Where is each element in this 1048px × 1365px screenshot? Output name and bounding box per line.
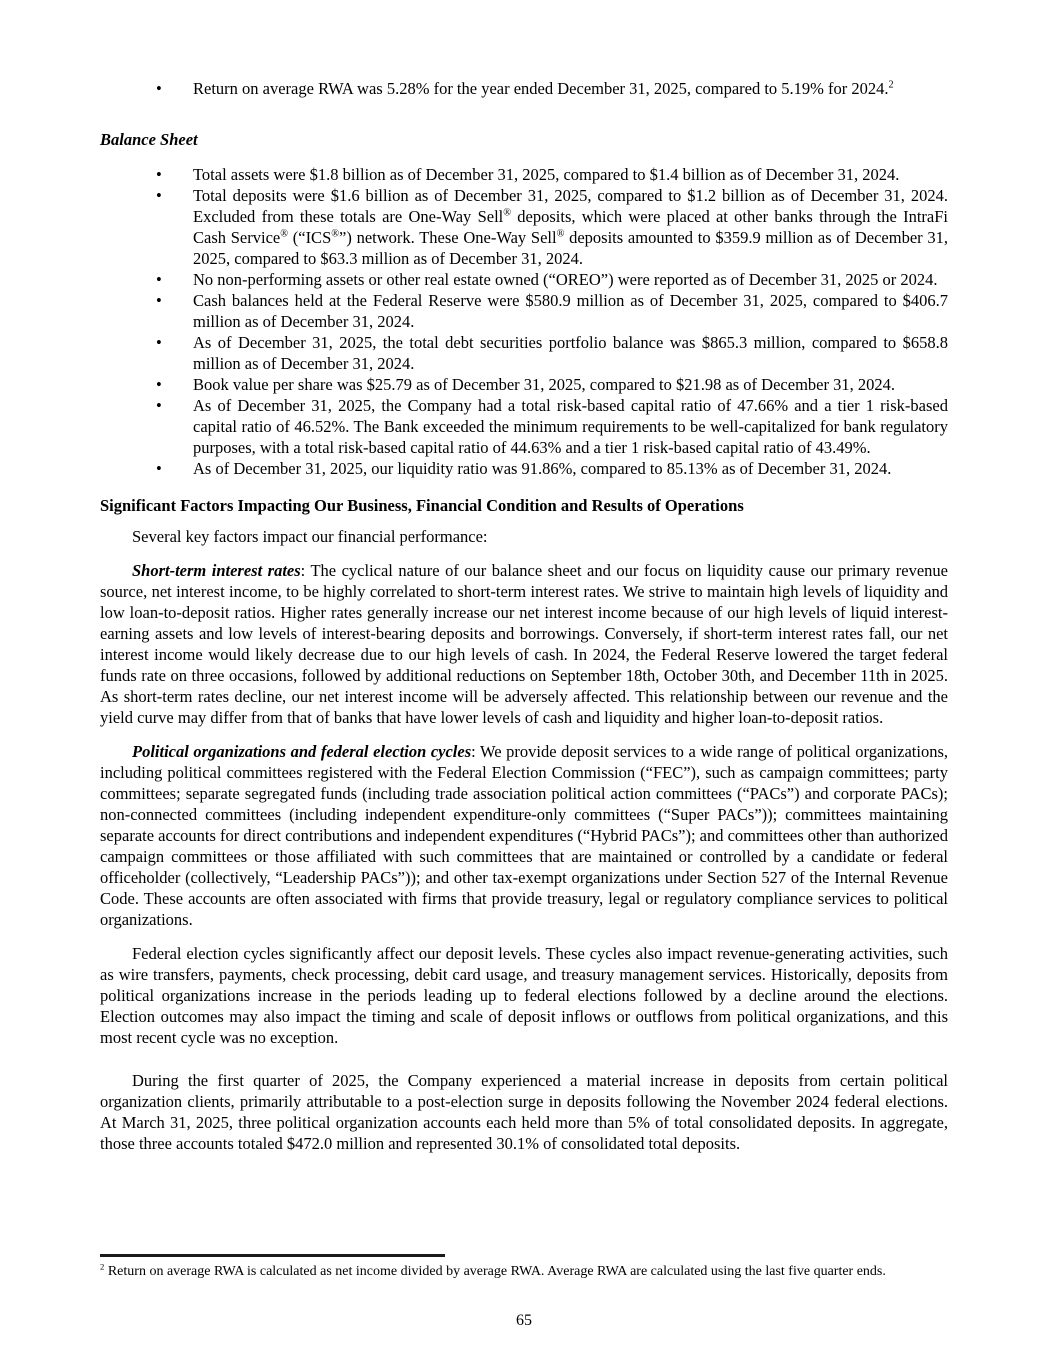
footnote-text: Return on average RWA is calculated as net income divided by average RWA. Average RWA are calculated using the last five quarter ends. [107,1264,886,1279]
paragraph-text: : The cyclical nature of our balance sheet and our focus on liquidity cause our primary revenue source, net interest income, to be highly correlated to short-term interest rates. We strive to maintain high levels of liquidity and low loan-to-deposit ratios. Higher rates generally increase our net interest income because of our high levels of liquid interest-earning assets and low levels of interest-bearing deposits and borrowings. Conversely, if short-term interest rates fall, our net interest income would likely decrease due to our high levels of cash. In 2024, the Federal Reserve lowered the target federal funds rate on three occasions, followed by additional reductions on September 18th, October 30th, and December 11th in 2025. As short-term rates decline, our net interest income will be adversely affected. This relationship between our revenue and the yield curve may differ from that of banks that have lower levels of cash and liquidity and higher loan-to-deposit ratios. [100,561,949,727]
intro-paragraph: Several key factors impact our financial performance: [132,527,488,546]
list-item [100,395,948,458]
political-organizations-paragraph [100,741,948,930]
balance-sheet-list [100,164,948,479]
bullet-text: As of December 31, 2025, the Company had a total risk-based capital ratio of 47.66% and a tier 1 risk-based capital ratio of 46.52%. The Bank exceeded the minimum requirements to be well-capitalized for bank regulatory purposes, with a total risk-based capital ratio of 44.63% and a tier 1 risk-based capital ratio of 43.49%. [193,396,948,457]
bullet-marker: • [156,270,162,289]
bullet-text: Return on average RWA was 5.28% for the year ended December 31, 2025, compared to 5.19% for 2024.$^2$ [193,79,894,98]
bullet-text: No non-performing assets or other real estate owned (“OREO”) were reported as of December 31, 2025 or 2024. [193,270,938,289]
paragraph-lead: Political organizations and federal election cycles [132,742,472,761]
list-item [100,332,948,374]
list-item [100,185,948,269]
bullet-marker: • [156,79,162,98]
bullet-text: As of December 31, 2025, the total debt securities portfolio balance was $865.3 million, compared to $658.8 million as of December 31, 2024. [193,333,948,373]
paragraph-lead: Short-term interest rates [132,561,301,580]
list-item [100,164,948,185]
footnote-marker: 2 [100,1261,105,1272]
list-item [100,374,948,395]
list-item [100,269,948,290]
list-item [100,458,948,479]
bullet-marker: • [156,165,162,184]
bullet-marker: • [156,291,162,310]
bullet-marker: • [156,333,162,352]
bullet-marker: • [156,459,162,478]
bullet-marker: • [156,375,162,394]
election-cycles-paragraph: Federal election cycles significantly affect our deposit levels. These cycles also impact revenue-generating activities, such as wire transfers, payments, check processing, debit card usage, and treasury management services. Historically, deposits from political organizations increase in the periods leading up to federal elections followed by a decline around the elections. Election outcomes may also impact the timing and scale of deposit inflows or outflows from political organizations, and this most recent cycle was no exception. [100,944,948,1047]
list-item [100,78,948,99]
short-term-rates-paragraph [100,560,948,728]
bullet-text: Cash balances held at the Federal Reserve were $580.9 million as of December 31, 2025, compared to $406.7 million as of December 31, 2024. [193,291,948,331]
bullet-text: Total assets were $1.8 billion as of December 31, 2025, compared to $1.4 billion as of December 31, 2024. [193,165,900,184]
footnote-block [100,1254,948,1294]
document-content [100,0,948,1154]
rwa-highlights-list [100,78,948,99]
list-item [100,290,948,332]
page-number: 65 [516,1312,532,1329]
footnote-divider [100,1254,445,1257]
bullet-text: Total deposits were $1.6 billion as of December 31, 2025, compared to $1.2 billion as of December 31, 2024. Excluded from these totals are One-Way Sell® deposits, which were placed at other banks through the IntraFi Cash Service® (“ICS®”) network. These One-Way Sell® deposits amounted to $359.9 million as of December 31, 2025, compared to $63.3 million as of December 31, 2024. [193,186,949,268]
balance-sheet-heading: Balance Sheet [100,130,198,149]
significant-factors-heading: Significant Factors Impacting Our Business, Financial Condition and Results of Operations [100,496,744,515]
footnote [100,1263,948,1280]
first-quarter-paragraph: During the first quarter of 2025, the Company experienced a material increase in deposits from certain political organization clients, primarily attributable to a post-election surge in deposits following the November 2024 federal elections. At March 31, 2025, three political organization accounts each held more than 5% of total consolidated deposits. In aggregate, those three accounts totaled $472.0 million and represented 30.1% of consolidated total deposits. [100,1071,948,1153]
paragraph-text: : We provide deposit services to a wide range of political organizations, including political committees registered with the Federal Election Commission (“FEC”), such as campaign committees; party committees; separate segregated funds (including trade association political action committees (“PACs”) and corporate PACs); non-connected committees (including independent expenditure-only committees (“Super PACs”)); committees maintaining separate accounts for direct contributions and independent expenditures (“Hybrid PACs”); and committees other than authorized campaign committees or those affiliated with such committees that are maintained or controlled by a candidate or federal officeholder (collectively, “Leadership PACs”)); and other tax-exempt organizations under Section 527 of the Internal Revenue Code. These accounts are often associated with firms that provide treasury, legal or regulatory compliance services to political organizations. [100,742,948,929]
bullet-marker: • [156,396,162,415]
bullet-marker: • [156,186,162,205]
bullet-text: As of December 31, 2025, our liquidity ratio was 91.86%, compared to 85.13% as of December 31, 2024. [193,459,892,478]
bullet-text: Book value per share was $25.79 as of December 31, 2025, compared to $21.98 as of December 31, 2024. [193,375,895,394]
